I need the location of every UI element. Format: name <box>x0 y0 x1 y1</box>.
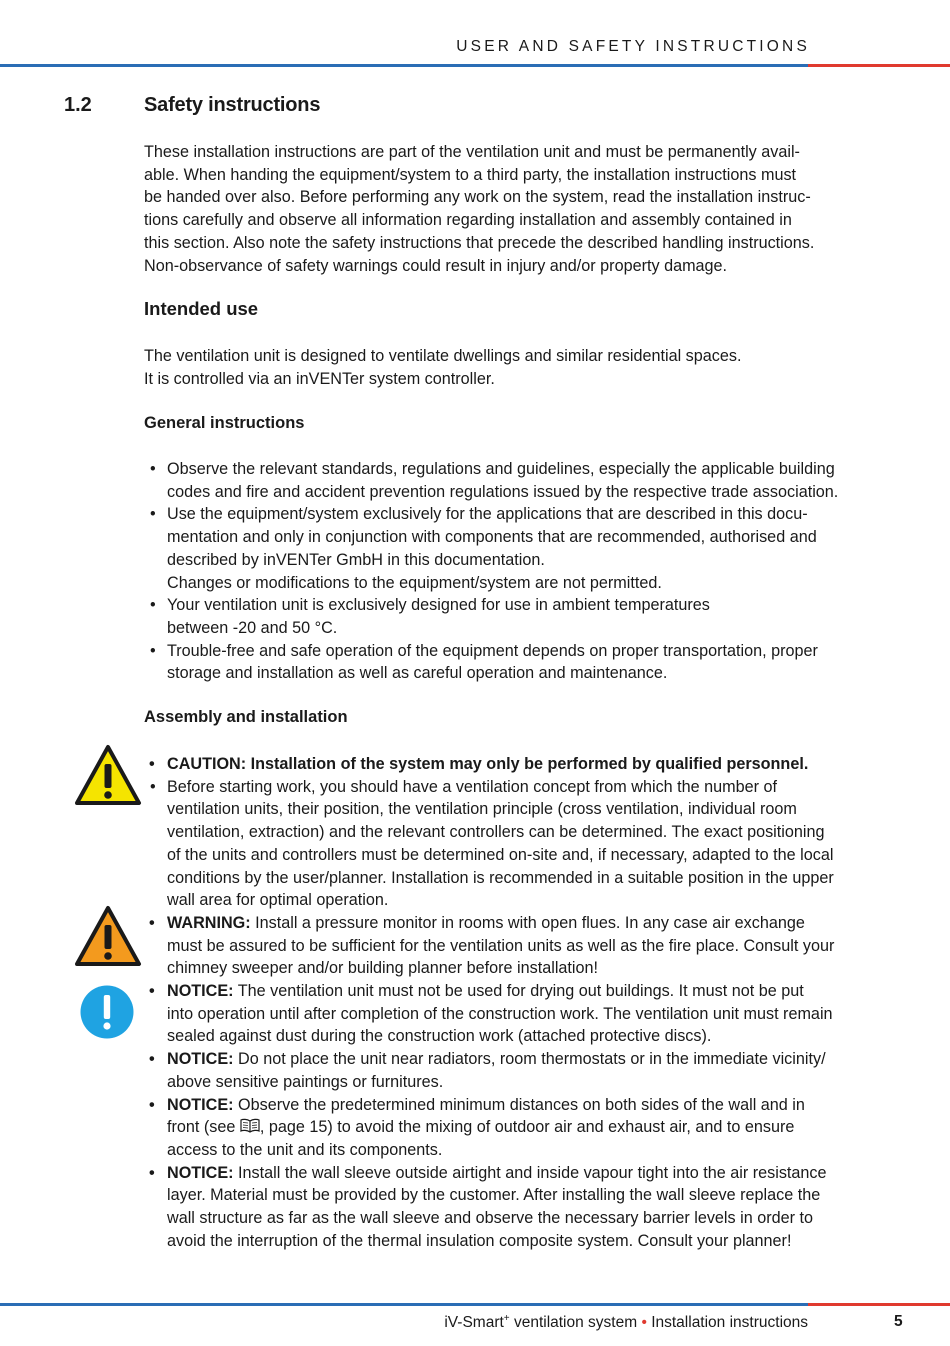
list-item: • Trouble-free and safe operation of the equipment depends on proper transportation, proper storage and installation as well as careful operation and maintenance. <box>150 641 818 683</box>
list-item: • Observe the relevant standards, regulations and guidelines, especially the applicable building codes and fire and accident prevention regulations issued by the respective trade association. <box>150 460 839 501</box>
list-item: • Your ventilation unit is exclusively designed for use in ambient temperatures between -20 and 50 °C. <box>150 596 710 637</box>
notice-item: • NOTICE: Install the wall sleeve outside airtight and inside vapour tight into the air resistance layer. Material must be provided by the customer. After installing the wall sleeve replace the wall structure as far as the wall sleeve and observe the necessary barrier levels in order to avoid the interruption of the thermal insulation composite system. Consult your planner! <box>149 1163 827 1250</box>
notice-item: • NOTICE: Observe the predetermined minimum distances on both sides of the wall and in front (see , page 15) to avoid the mixing of outdoor air and exhaust air, and to ensure access to the unit and its components. <box>149 1095 805 1159</box>
section-title: Safety instructions <box>144 94 321 116</box>
notice-blue-circle-icon <box>79 984 135 1040</box>
footer-rule <box>0 1303 950 1306</box>
header-rule <box>0 64 950 67</box>
general-instructions-heading: General instructions <box>144 414 305 432</box>
intro-paragraph: These installation instructions are part of the ventilation unit and must be permanently avail- able. When handing the equipment/system to a third party, the installation instructions must be handed over also. Before performing any work on the system, read the installation instruc- tions carefully and observe all information regarding installation and assembly contained in this section. Also note the safety instructions that precede the described handling instructions. Non-observance of safety warnings could result in injury and/or property damage. <box>144 143 815 275</box>
intended-use-paragraph: The ventilation unit is designed to ventilate dwellings and similar residential spaces. It is controlled via an inVENTer system controller. <box>144 347 742 388</box>
warning-orange-triangle-icon <box>74 905 142 967</box>
notice-item: • NOTICE: The ventilation unit must not be used for drying out buildings. It must not be put into operation until after completion of the construction work. The ventilation unit must remain sealed against dust during the construction work (attached protective discs). <box>149 982 833 1046</box>
page-number: 5 <box>894 1313 903 1330</box>
caution-item: • CAUTION: Installation of the system may only be performed by qualified personnel. <box>149 755 809 773</box>
footer-text: iV-Smart+ ventilation system • Installation instructions <box>444 1313 808 1332</box>
list-item: • Use the equipment/system exclusively for the applications that are described in this docu- mentation and only in conjunction with components that are recommended, authorised and described by inVENTer GmbH in this documentation. Changes or modifications to the equipment/system are not permitted. <box>150 505 817 592</box>
book-icon <box>240 1118 260 1133</box>
assembly-list <box>144 753 934 1252</box>
assembly-heading: Assembly and installation <box>144 708 348 726</box>
general-instructions-list <box>144 458 934 685</box>
caution-yellow-triangle-icon <box>74 744 142 806</box>
intended-use-heading: Intended use <box>144 298 259 319</box>
warning-item: • WARNING: Install a pressure monitor in rooms with open flues. In any case air exchange must be assured to be sufficient for the ventilation units as well as the fire place. Consult your chimney sweeper and/or building planner before installation! <box>149 913 835 978</box>
header-title: USER AND SAFETY INSTRUCTIONS <box>456 38 810 55</box>
list-item: • Before starting work, you should have a ventilation concept from which the number of ventilation units, their position, the ventilation principle (cross ventilation, individual room ventilation, extraction) and the relevant controllers can be determined. The exact positioning of the units and controllers must be determined on-site and, if necessary, adapted to the local conditions by the user/planner. Installation is recommended in a suitable position in the upper wall area for optimal operation. <box>150 777 834 910</box>
section-number: 1.2 <box>64 94 92 116</box>
notice-item: • NOTICE: Do not place the unit near radiators, room thermostats or in the immediate vicinity/ above sensitive paintings or furnitures. <box>149 1050 826 1091</box>
